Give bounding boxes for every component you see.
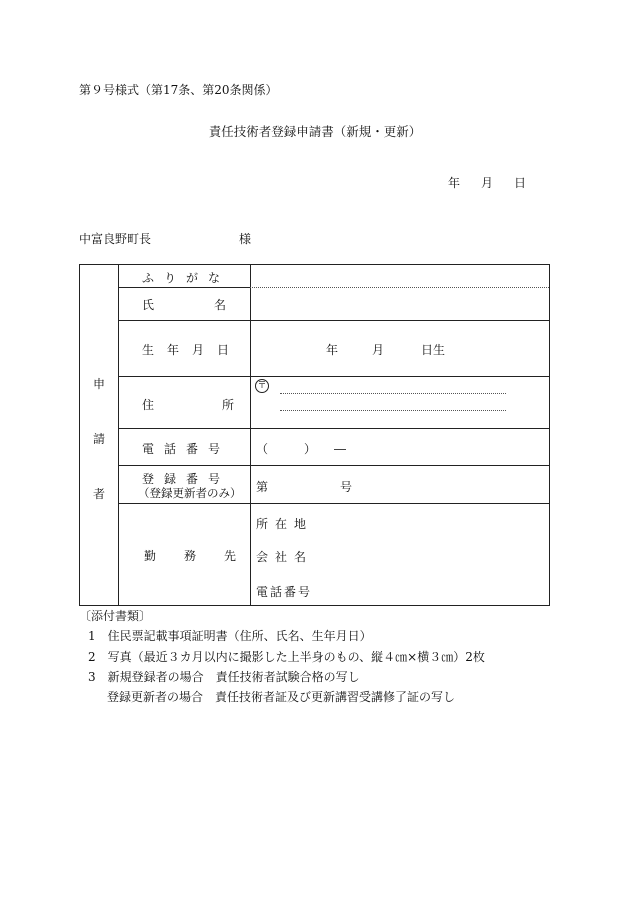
workplace-location-label[interactable]: 所在地: [256, 517, 314, 531]
applicant-column-divider: [118, 265, 119, 605]
date-day-label: 日: [514, 176, 527, 190]
workplace-label: 勤務先: [144, 549, 265, 563]
reg-no-prefix: 第: [256, 480, 269, 494]
row-divider-phone: [118, 465, 549, 466]
applicant-label-1: 申: [92, 377, 105, 391]
workplace-company-label[interactable]: 会社名: [256, 550, 314, 564]
date-line: [448, 174, 547, 191]
birthdate-month: 月: [372, 343, 385, 357]
address-label: 住所: [142, 398, 303, 412]
date-month-label: 月: [481, 176, 494, 190]
address-line-2[interactable]: [280, 410, 506, 411]
phone-value[interactable]: （ ） ―: [256, 442, 347, 456]
addressee-honorific: 様: [239, 232, 252, 246]
row-divider-regno: [118, 503, 549, 504]
row-divider-birthdate: [118, 376, 549, 377]
furigana-divider: [250, 287, 549, 288]
furigana-label-divider: [118, 287, 250, 288]
attachment-item-3: 3 新規登録者の場合 責任技術者試験合格の写し: [88, 670, 360, 684]
reg-no-suffix: 号: [340, 480, 353, 494]
address-line-1[interactable]: [280, 393, 506, 394]
attachment-item-1: 1 住民票記載事項証明書（住所、氏名、生年月日）: [88, 629, 372, 643]
addressee: [79, 230, 252, 247]
phone-label: 電話番号: [142, 442, 231, 456]
furigana-field[interactable]: [330, 269, 545, 285]
applicant-label-2: 請: [92, 432, 105, 446]
reg-no-note: （登録更新者のみ）: [138, 486, 242, 500]
name-label: 氏名: [142, 298, 287, 312]
reg-no-label: 登録番号: [142, 472, 231, 486]
form-number: 第９号様式（第17条、第20条関係）: [79, 83, 278, 97]
birthdate-day: 日生: [421, 343, 446, 357]
row-divider-address: [118, 428, 549, 429]
birthdate-label: 生年月日: [142, 343, 243, 357]
furigana-label: ふりがな: [142, 271, 231, 285]
date-year-label: 年: [448, 176, 461, 190]
name-field[interactable]: [252, 291, 547, 317]
workplace-phone-label[interactable]: 電話番号: [256, 585, 313, 599]
row-divider-name: [118, 320, 549, 321]
attachment-item-2: 2 写真（最近３カ月以内に撮影した上半身のもの、縦４㎝×横３㎝）2枚: [88, 650, 485, 664]
attachment-item-3b: 登録更新者の場合 責任技術者証及び更新講習受講修了証の写し: [107, 690, 456, 704]
document-title: 責任技術者登録申請書（新規・更新）: [208, 124, 422, 139]
addressee-name: 中富良野町長: [79, 232, 152, 246]
postal-mark-icon: 〒: [255, 379, 269, 393]
birthdate-year: 年: [326, 343, 339, 357]
applicant-label-3: 者: [92, 487, 105, 501]
attachments-heading: 〔添付書類〕: [79, 609, 152, 623]
application-form-table: [79, 264, 550, 606]
